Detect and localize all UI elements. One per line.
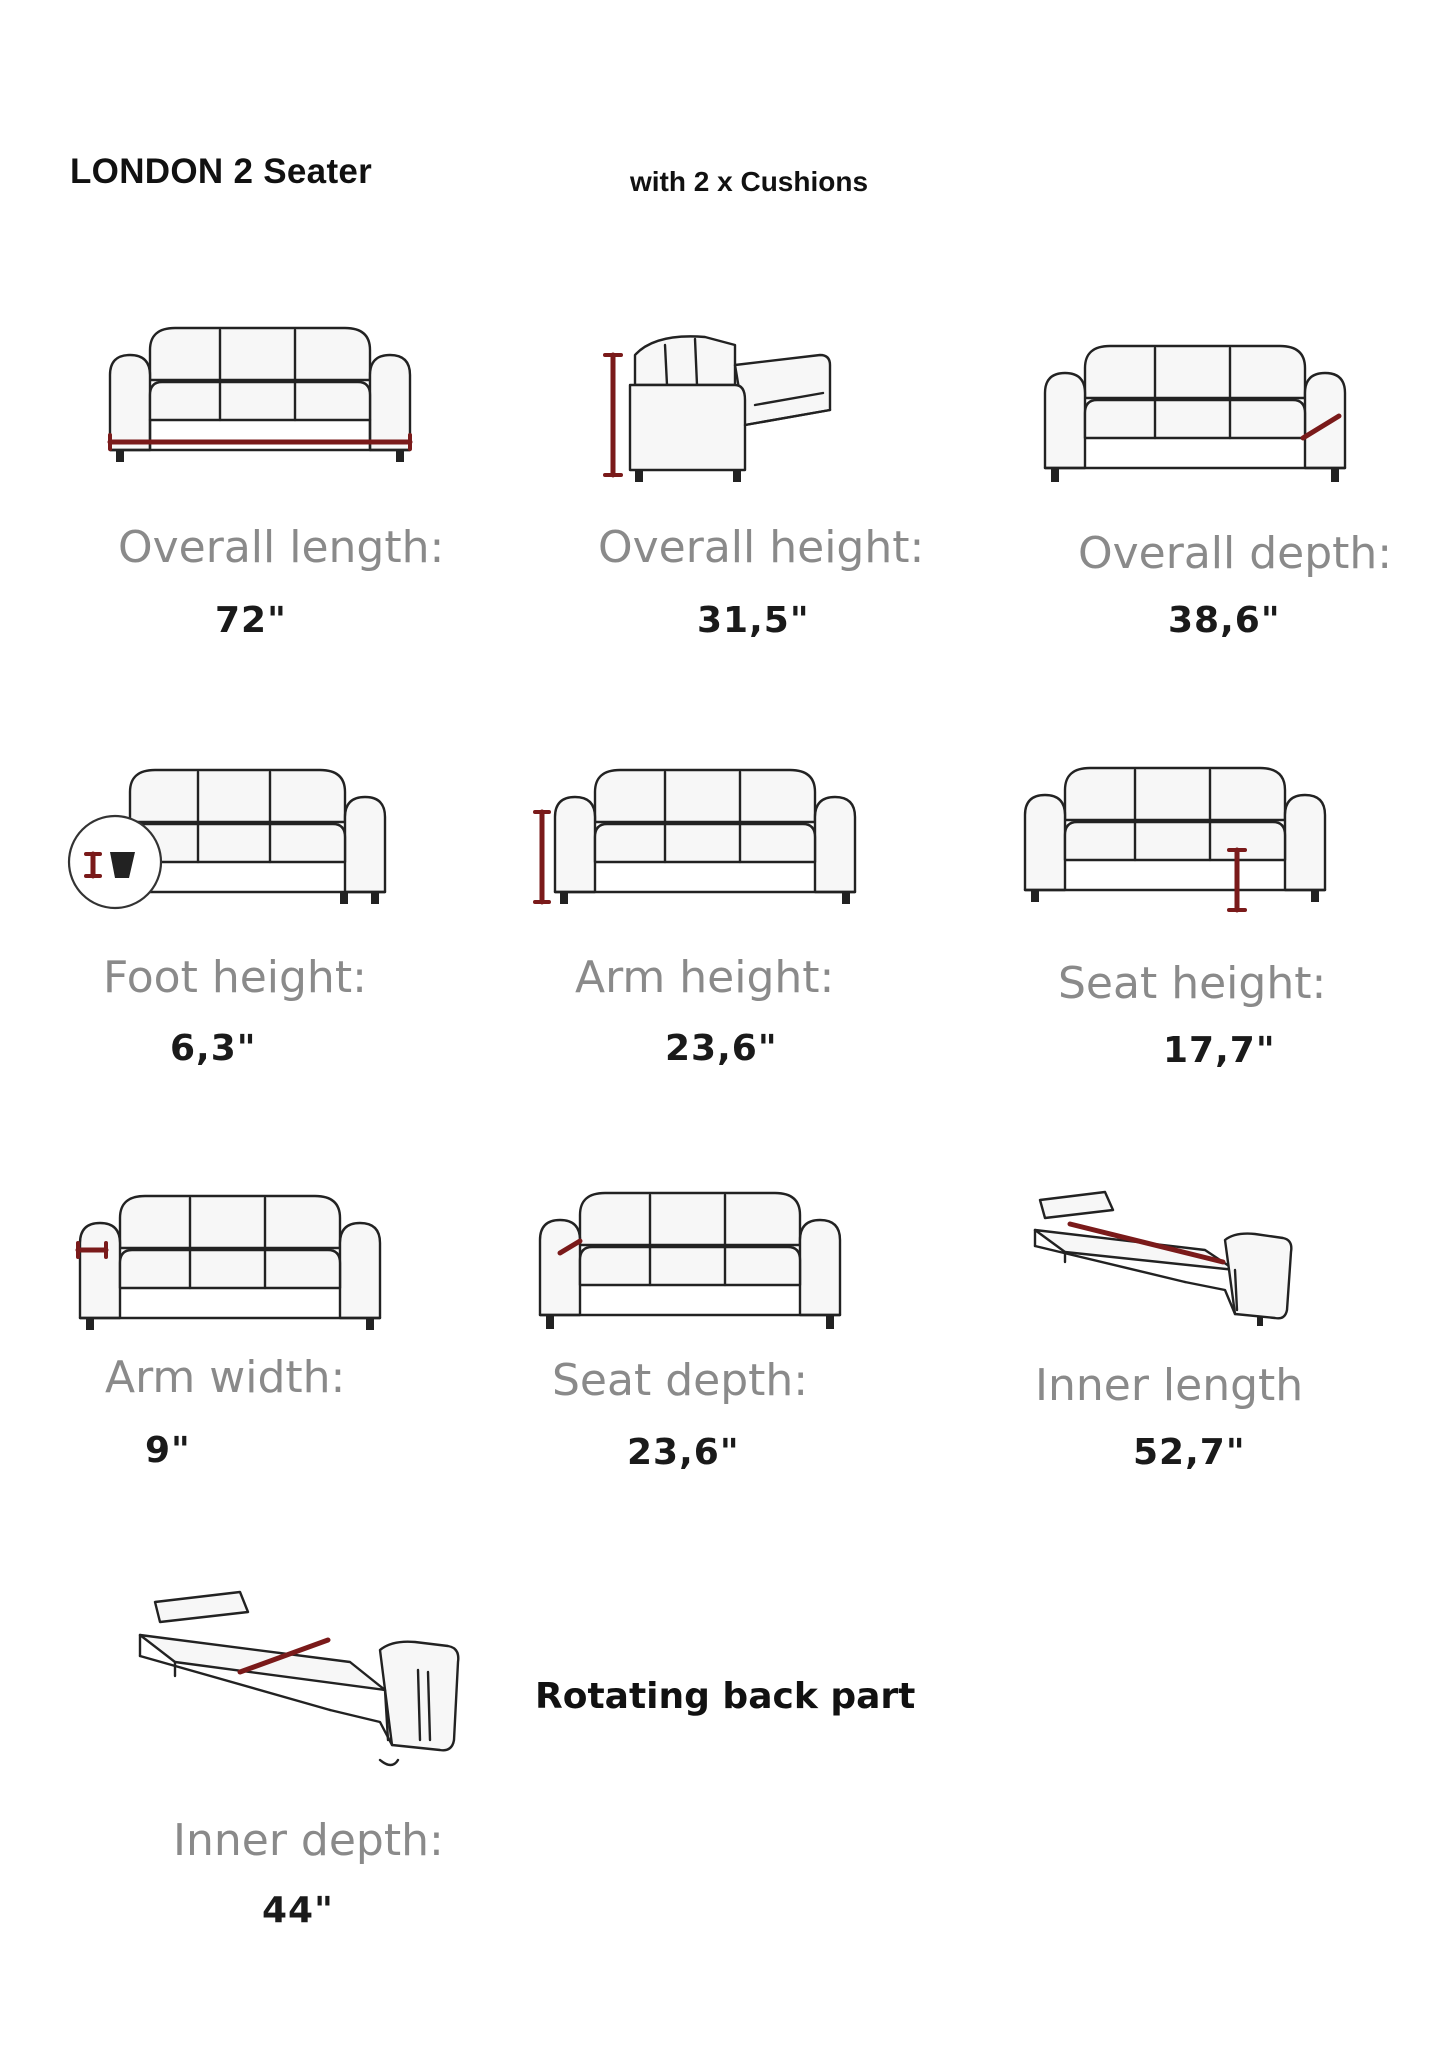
dimension-value: 17,7" — [1163, 1030, 1276, 1071]
dimension-label: Overall height: — [598, 522, 925, 573]
dimension-value: 31,5" — [697, 600, 810, 641]
dimension-value: 23,6" — [627, 1432, 740, 1473]
dimension-label: Inner length — [1035, 1360, 1304, 1411]
dimension-label: Arm width: — [105, 1352, 346, 1403]
dimension-label: Inner depth: — [173, 1815, 444, 1866]
dimension-value: 38,6" — [1168, 600, 1281, 641]
sofa-front-icon — [65, 762, 395, 917]
dimension-value: 72" — [215, 600, 287, 641]
sofa-bed-open-icon — [1025, 1190, 1305, 1350]
dimension-label: Overall depth: — [1078, 528, 1393, 579]
dimension-value: 23,6" — [665, 1028, 778, 1069]
sofa-front-icon — [530, 762, 860, 917]
dimension-label: Foot height: — [103, 952, 367, 1003]
dimension-label: Seat height: — [1058, 958, 1327, 1009]
feature-note: Rotating back part — [535, 1676, 916, 1717]
sofa-front-icon — [70, 1188, 390, 1343]
dimension-label: Seat depth: — [552, 1355, 809, 1406]
sofa-front-icon — [1015, 760, 1335, 920]
dimension-value: 6,3" — [170, 1028, 257, 1069]
page-subtitle: with 2 x Cushions — [630, 166, 869, 197]
dimension-value: 52,7" — [1133, 1432, 1246, 1473]
sofa-front-icon — [1035, 338, 1355, 498]
sofa-bed-open-icon — [130, 1590, 470, 1805]
sofa-front-icon — [100, 320, 420, 480]
sofa-front-icon — [530, 1185, 850, 1340]
page-title: LONDON 2 Seater — [70, 152, 373, 191]
dimension-value: 9" — [145, 1430, 191, 1471]
dimension-label: Arm height: — [575, 952, 835, 1003]
dimension-value: 44" — [262, 1890, 334, 1931]
dimension-label: Overall length: — [118, 522, 445, 573]
sofa-side-icon — [595, 325, 840, 485]
